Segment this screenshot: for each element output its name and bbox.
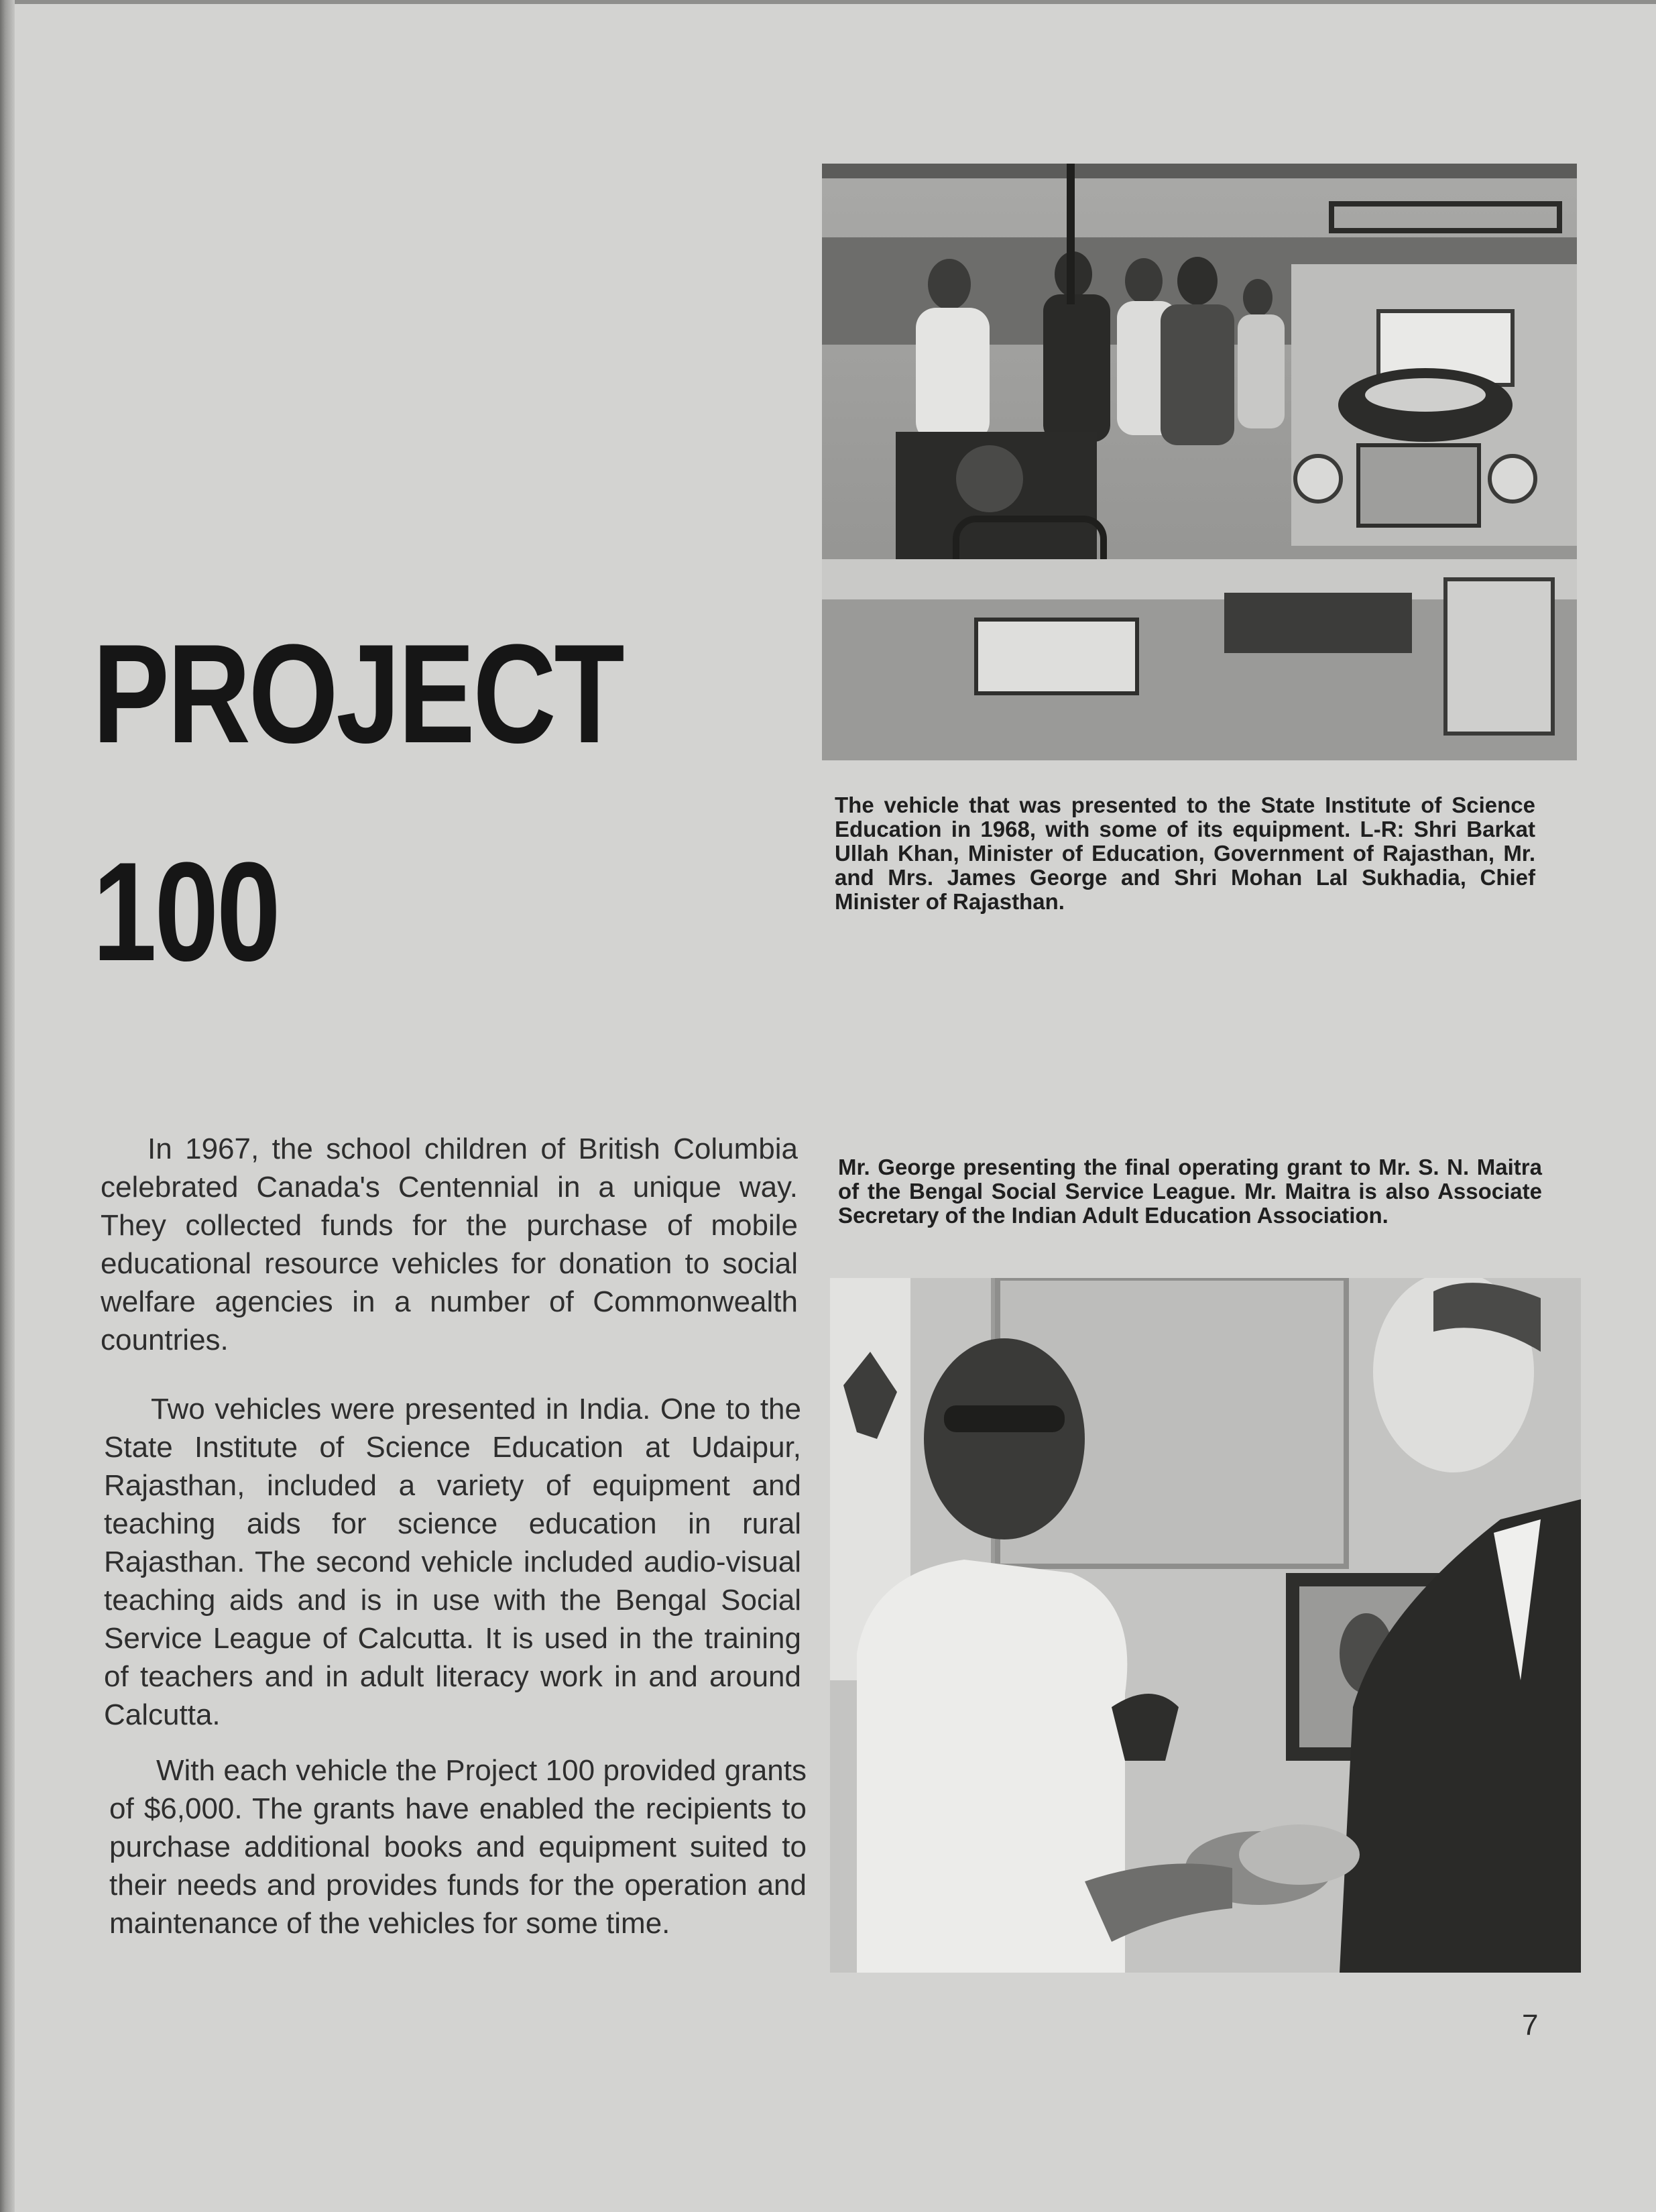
body-paragraph-1: In 1967, the school children of British Columbia celebrated Canada's Centennial in a unique way. They collected funds for the purchase of mobile educational resource vehicles for donation to social welfare agencies in a number of Commonwealth countries. [101, 1132, 798, 1356]
title-line-number: 100 [93, 833, 279, 990]
body-paragraph-3: With each vehicle the Project 100 provided grants of $6,000. The grants have enabled the recipients to purchase additional books and equipment suited to their needs and provides funds for the operation and maintenance of the vehicles for some time. [109, 1754, 807, 1940]
body-paragraph-2: Two vehicles were presented in India. One to the State Institute of Science Education at Udaipur, Rajasthan, included a variety of equipment and teaching aids for science education in rural Rajasthan. The second vehicle included audio-visual teaching aids and is in use with the Bengal Social Service League of Calcutta. It is used in the training of teachers and in adult literacy work in and around Calcutta. [104, 1393, 801, 1731]
handshake-photo-caption: Mr. George presenting the final operating grant to Mr. S. N. Maitra of the Bengal Social Service League. Mr. Maitra is also Associate Secretary of the Indian Adult Education Association. [838, 1155, 1542, 1228]
handshake-photo [830, 1278, 1581, 1973]
title-line-project: PROJECT [93, 615, 623, 772]
page-binding-edge [0, 0, 15, 2212]
page-number: 7 [1522, 2009, 1539, 2042]
page-top-edge [0, 0, 1656, 4]
vehicle-photo-caption: The vehicle that was presented to the State Institute of Science Education in 1968, with some of its equipment. L-R: Shri Barkat Ullah Khan, Minister of Education, Government of Rajasthan, Mr. and Mrs. James George and Shri Mohan Lal Sukhadia, Chief Minister of Rajasthan. [835, 793, 1535, 914]
photo-vehicle-equipment-group-icon [822, 164, 1577, 760]
photo-handshake-grant-icon [830, 1278, 1581, 1973]
vehicle-photo [822, 164, 1577, 760]
